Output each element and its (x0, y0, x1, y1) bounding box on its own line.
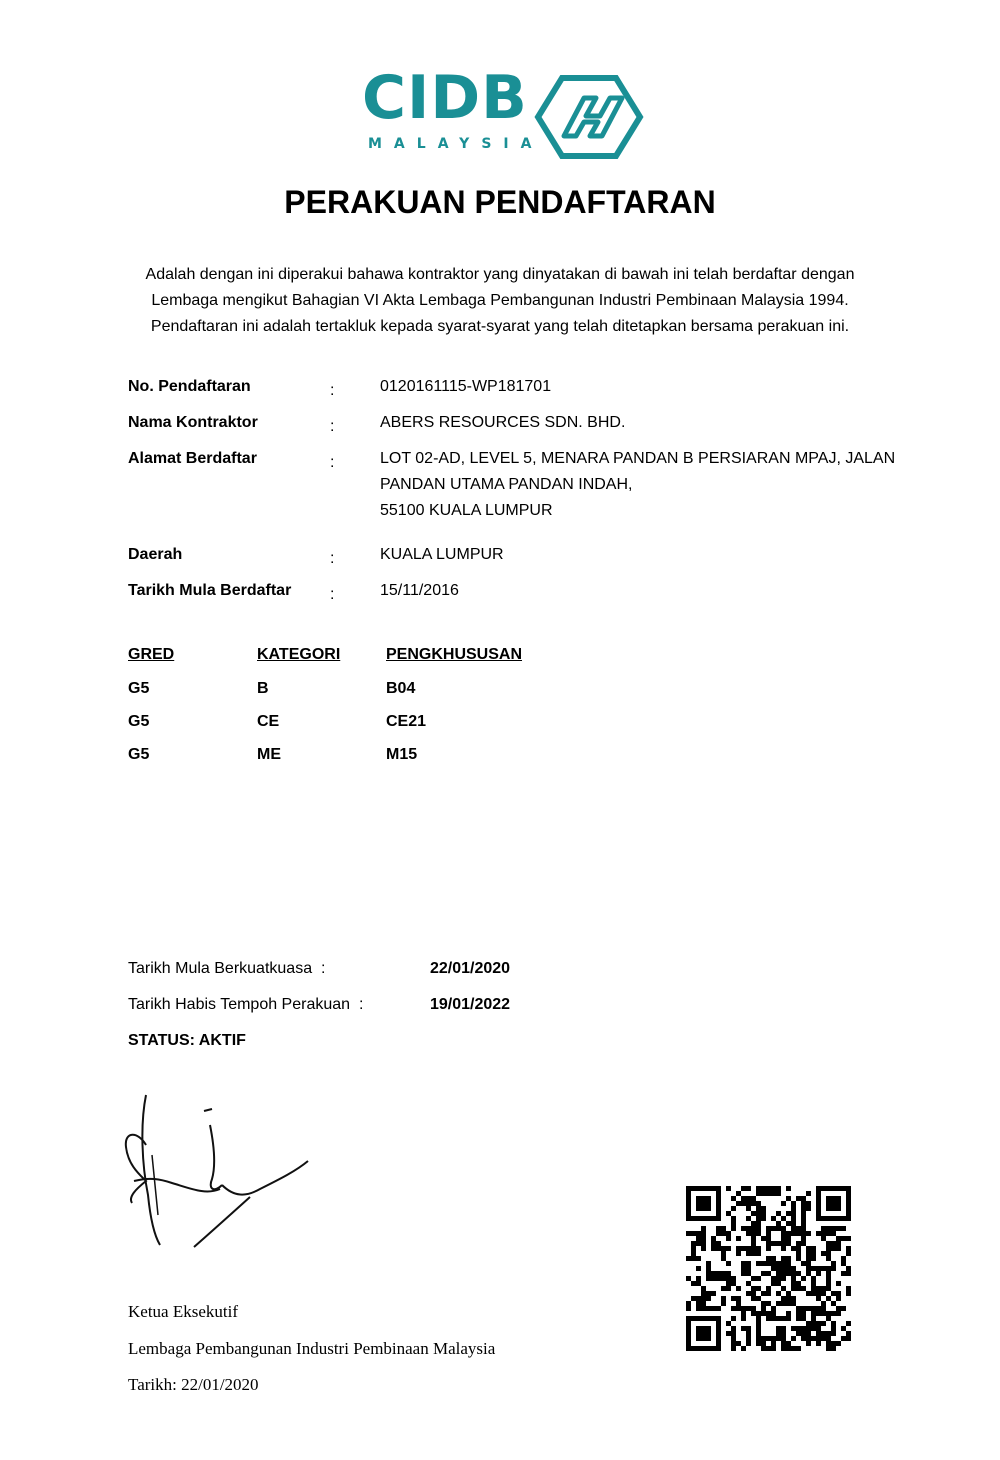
signatory-position: Ketua Eksekutif (128, 1302, 238, 1321)
reg-no-label: No. Pendaftaran (128, 378, 251, 395)
grade-cell: G5 (128, 746, 150, 763)
specialization-cell: B04 (386, 680, 416, 697)
logo-wordmark: CIDB (362, 63, 528, 133)
expiry-date-label: Tarikh Habis Tempoh Perakuan : (128, 996, 364, 1013)
signatory-organization: Lembaga Pembangunan Industri Pembinaan Malaysia (128, 1339, 496, 1358)
contractor-label: Nama Kontraktor (128, 414, 258, 431)
specialization-cell: CE21 (386, 713, 427, 730)
start-date-label: Tarikh Mula Berdaftar (128, 582, 292, 599)
intro-line: Pendaftaran ini adalah tertakluk kepada syarat-syarat yang telah ditetapkan bersama perakuan ini. (150, 318, 850, 335)
expiry-date-value: 19/01/2022 (430, 996, 511, 1013)
category-cell: CE (257, 713, 280, 730)
start-date-colon: : (330, 586, 335, 603)
start-date-value: 15/11/2016 (380, 582, 459, 599)
signatory-date: Tarikh: 22/01/2020 (128, 1375, 259, 1394)
contractor-value: ABERS RESOURCES SDN. BHD. (380, 414, 626, 431)
grade-cell: G5 (128, 713, 150, 730)
document-title: PERAKUAN PENDAFTARAN (284, 184, 716, 220)
logo-subtitle: MALAYSIA (368, 136, 544, 152)
status-text: STATUS: AKTIF (128, 1032, 246, 1049)
reg-no-value: 0120161115-WP181701 (380, 378, 552, 395)
specialization-cell: M15 (386, 746, 418, 763)
district-label: Daerah (128, 546, 183, 563)
address-colon: : (330, 454, 335, 471)
qr-code-icon (686, 1186, 851, 1356)
category-header: KATEGORI (257, 646, 341, 663)
address-line: LOT 02-AD, LEVEL 5, MENARA PANDAN B PERSIARAN MPAJ, JALAN (380, 450, 896, 467)
intro-line: Lembaga mengikut Bahagian VI Akta Lembaga Pembangunan Industri Pembinaan Malaysia 1994. (151, 292, 849, 309)
district-colon: : (330, 550, 335, 567)
address-line: 55100 KUALA LUMPUR (380, 502, 553, 519)
grade-cell: G5 (128, 680, 150, 697)
contractor-colon: : (330, 418, 335, 435)
address-line: PANDAN UTAMA PANDAN INDAH, (380, 476, 633, 493)
category-cell: B (257, 680, 269, 697)
address-label: Alamat Berdaftar (128, 450, 257, 467)
district-value: KUALA LUMPUR (380, 546, 504, 563)
grade-header: GRED (128, 646, 175, 663)
cidb-logo (362, 63, 644, 162)
address-value (380, 446, 895, 524)
reg-no-colon: : (330, 382, 335, 399)
specialization-header: PENGKHUSUSAN (386, 646, 523, 663)
category-cell: ME (257, 746, 281, 763)
cidb-emblem-icon (534, 74, 644, 160)
intro-paragraph (100, 262, 900, 340)
effective-date-value: 22/01/2020 (430, 960, 511, 977)
intro-line: Adalah dengan ini diperakui bahawa kontraktor yang dinyatakan di bawah ini telah berdaftar dengan (145, 266, 855, 283)
signature-image (110, 1085, 320, 1255)
effective-date-label: Tarikh Mula Berkuatkuasa : (128, 960, 326, 977)
